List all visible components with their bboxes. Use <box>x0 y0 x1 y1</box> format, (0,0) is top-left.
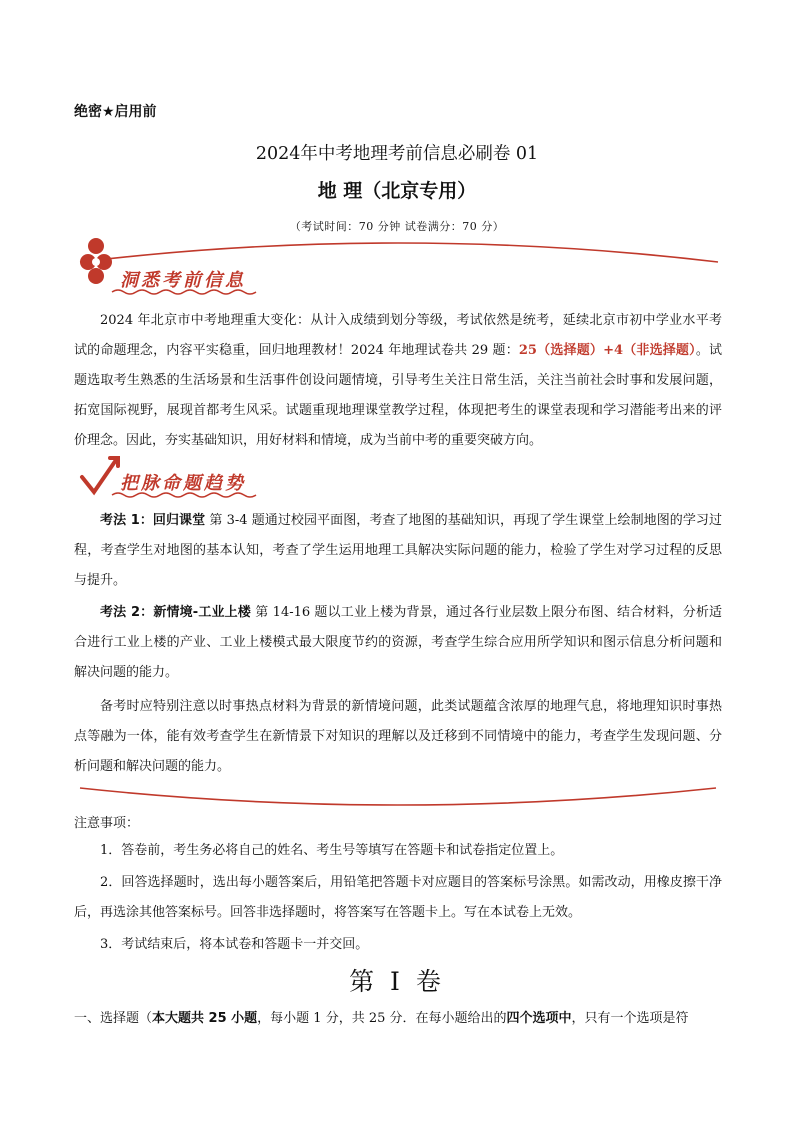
qi-prefix: 一、选择题（ <box>74 1011 153 1026</box>
kaofa-1-label: 考法 1：回归课堂 <box>100 513 206 528</box>
confidential-label: 绝密★启用前 <box>74 104 157 120</box>
kaofa-2-label: 考法 2：新情境-工业上楼 <box>100 605 251 620</box>
exam-info: （考试时间：70 分钟 试卷满分：70 分） <box>289 220 505 233</box>
kaofa-2-text: 第 14-16 题以工业上楼为背景，通过各行业层数上限分布图、结合材料，分析适合进行工业上楼的产业、工业上楼模式最大限度节约的资源，考查学生综合应用所学知识和图示信息分析问题和解决问题的能力。 <box>74 605 723 680</box>
subject-title: 地 理（北京专用） <box>317 180 477 202</box>
note-item-1: 1．答卷前，考生务必将自己的姓名、考生号等填写在答题卡和试卷指定位置上。 <box>100 843 564 858</box>
volume-heading: 第 I 卷 <box>349 967 445 996</box>
box1-top-arc <box>80 243 718 262</box>
check-arrow-icon <box>82 458 118 492</box>
box1-bottom-arc <box>80 788 716 805</box>
paper-title: 2024年中考地理考前信息必刷卷 01 <box>255 144 539 164</box>
notes-title: 注意事项： <box>74 816 140 831</box>
qi-bold2: 四个选项中 <box>506 1011 572 1026</box>
p1-text-a: 2024 年北京市中考地理重大变化：从计入成绩到划分等级，考试依然是统考，延续北京市初中学业水平考试的命题理念，内容平实稳重，回归地理教材！2024 年地理试卷共 29 题： <box>74 313 722 358</box>
kaofa-2-paragraph <box>74 598 722 688</box>
note-item-2: 2．回答选择题时，选出每小题答案后，用铅笔把答题卡对应题目的答案标号涂黑。如需改动，用橡皮擦干净后，再选涂其他答案标号。回答非选择题时，将答案写在答题卡上。写在本试卷上无效。 <box>74 875 722 920</box>
p1-highlight: 25（选择题）+4（非选择题） <box>518 343 696 358</box>
p1-text-b: 。试题选取考生熟悉的生活场景和生活事件创设问题情境，引导考生关注日常生活，关注当前社会时事和发展问题，拓宽国际视野，展现首都考生风采。试题重现地理课堂教学过程，体现把考生的课堂表现和学习潜能考出来的评价理念。因此，夯实基础知识，用好材料和情境，成为当前中考的重要突破方向。 <box>74 343 722 448</box>
qi-text2: ，只有一个选项是符 <box>571 1011 689 1026</box>
section1-paragraph <box>74 306 722 456</box>
flower-icon <box>80 238 112 284</box>
prep-advice-paragraph: 备考时应特别注意以时事热点材料为背景的新情境问题，此类试题蕴含浓厚的地理气息，将地理知识时事热点等融为一体，能有效考查学生在新情景下对知识的理解以及迁移到不同情境中的能力，考查学生发现问题、分析问题和解决问题的能力。 <box>74 699 722 774</box>
qi-bold: 本大题共 25 小题 <box>152 1011 258 1026</box>
banner-trend: 把脉命题趋势 <box>120 473 246 494</box>
kaofa-1-paragraph <box>74 506 722 596</box>
note-item-3: 3．考试结束后，将本试卷和答题卡一并交回。 <box>100 937 369 952</box>
kaofa-1-text: 第 3-4 题通过校园平面图，考查了地图的基础知识，再现了学生课堂上绘制地图的学习过程，考查学生对地图的基本认知，考查了学生运用地理工具解决实际问题的能力，检验了学生对学习过程的反思与提升。 <box>74 513 722 588</box>
question-intro <box>74 1004 722 1034</box>
qi-text: ，每小题 1 分，共 25 分．在每小题给出的 <box>257 1011 507 1026</box>
banner-exam-info: 洞悉考前信息 <box>120 270 246 291</box>
